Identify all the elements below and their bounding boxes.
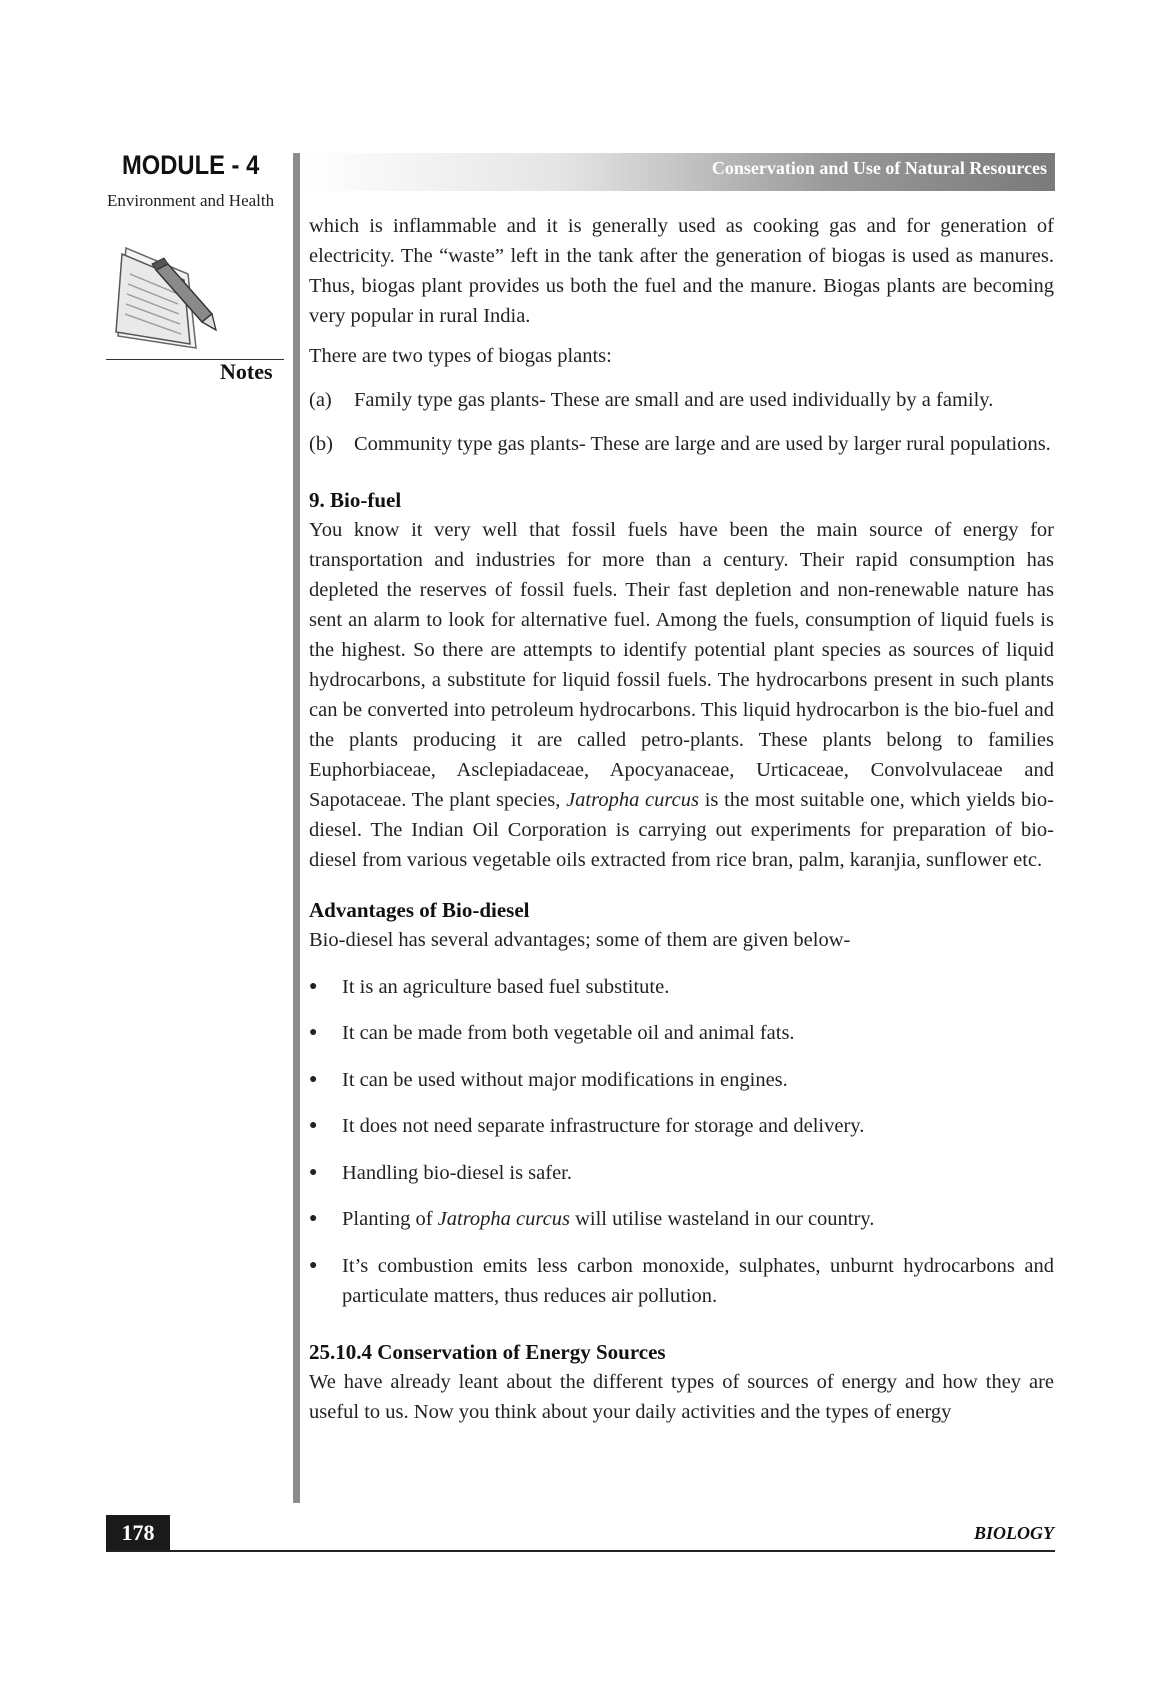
list-item: [309, 1204, 1054, 1234]
list-text: It can be made from both vegetable oil and animal fats.: [342, 1022, 795, 1044]
list-text: [342, 1204, 1054, 1234]
list-marker: (b): [309, 433, 333, 455]
bullet-icon: ●: [309, 1257, 318, 1273]
species-name: Jatropha curcus: [437, 1208, 570, 1230]
module-subtitle: Environment and Health: [107, 191, 275, 210]
page-content: [309, 211, 1054, 1427]
list-marker: (a): [309, 389, 332, 411]
bullet-icon: ●: [309, 1211, 318, 1226]
bullet-icon: ●: [309, 978, 318, 994]
list-item: [309, 1111, 1054, 1141]
list-item: [309, 1065, 1054, 1095]
section-heading: Advantages of Bio-diesel: [309, 898, 530, 922]
list-text: It can be used without major modifications in engines.: [342, 1068, 788, 1091]
species-name: Jatropha curcus: [566, 789, 699, 811]
advantages-intro: Bio-diesel has several advantages; some of them are given below-: [309, 929, 851, 951]
pencil-notepad-icon: [108, 240, 218, 352]
list-item: [309, 1018, 1054, 1048]
list-text: It does not need separate infrastructure for storage and delivery.: [342, 1115, 865, 1137]
margin-bar: [293, 153, 300, 1503]
bullet-icon: ●: [309, 1025, 318, 1040]
list-item: [309, 972, 1054, 1002]
list-item: [309, 385, 1054, 415]
intro-paragraph: which is inflammable and it is generally used as cooking gas and for generation of electricity. The “waste” left in the tank after the generation of biogas is used as manures. Thus, biogas plant provides us both the fuel and the manure. Biogas plants are becoming very popular in rural India.: [309, 215, 1054, 327]
list-text-part: Planting of: [342, 1208, 433, 1230]
list-item: [309, 429, 1054, 459]
list-item: [309, 1158, 1054, 1188]
list-item: [309, 1251, 1054, 1311]
module-label: MODULE - 4: [122, 150, 260, 180]
list-text: Community type gas plants- These are large and are used by larger rural populations.: [354, 433, 1051, 455]
bullet-icon: ●: [309, 1071, 318, 1087]
chapter-header: [303, 153, 1055, 191]
bullet-icon: ●: [309, 1164, 318, 1180]
list-text: It is an agriculture based fuel substitute.: [342, 975, 670, 998]
list-text-part: will utilise wasteland in our country.: [575, 1208, 875, 1230]
notes-label: Notes: [220, 359, 273, 384]
biofuel-text-cont: is the most suitable one, which yields bio-diesel. The Indian Oil Corporation is carrying out experiments for preparation of bio-diesel from various vegetable oils extracted from rice bran, palm, karanjia, sunflower etc.: [309, 789, 1054, 871]
page-number: 178: [106, 1515, 170, 1550]
list-text: Family type gas plants- These are small and are used individually by a family.: [354, 389, 994, 411]
section-heading: 25.10.4 Conservation of Energy Sources: [309, 1339, 666, 1364]
bullet-icon: ●: [309, 1118, 318, 1133]
section-heading: 9. Bio-fuel: [309, 488, 402, 512]
list-text: It’s combustion emits less carbon monoxide, sulphates, unburnt hydrocarbons and particulate matters, thus reduces air pollution.: [342, 1254, 1054, 1307]
chapter-title: Conservation and Use of Natural Resources: [711, 158, 1047, 178]
subject-label: BIOLOGY: [974, 1523, 1054, 1543]
list-text: Handling bio-diesel is safer.: [342, 1161, 573, 1184]
footer-rule: [106, 1550, 1055, 1552]
biofuel-text: You know it very well that fossil fuels have been the main source of energy for transportation and industries for more than a century. Their rapid consumption has depleted the reserves of fossil fuels. Their fast depletion and non-renewable nature has sent an alarm to look for alternative fuel. Among the fuels, consumption of liquid fuels is the highest. So there are attempts to identify potential plant species as sources of liquid hydrocarbons, a substitute for liquid fossil fuels. The hydrocarbons present in such plants can be converted into petroleum hydrocarbons. This liquid hydrocarbon is the bio-fuel and the plants producing it are called petro-plants. These plants belong to families Euphorbiaceae, Asclepiadaceae, Apocyanaceae, Urticaceae, Convolvulaceae and Sapotaceae. The plant species,: [309, 519, 1054, 811]
biofuel-paragraph: [309, 515, 1054, 875]
types-intro: There are two types of biogas plants:: [309, 345, 612, 367]
conservation-paragraph: We have already leant about the different types of sources of energy and how they are useful to us. Now you think about your daily activities and the types of energy: [309, 1370, 1054, 1423]
